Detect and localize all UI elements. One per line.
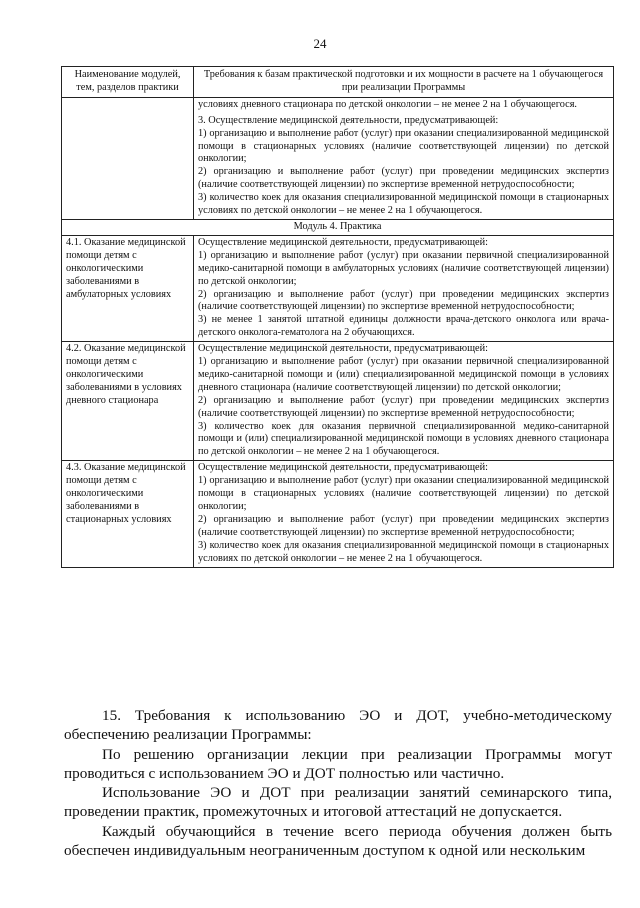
table-header-row <box>62 67 614 98</box>
table-row <box>62 97 614 219</box>
module-title-row <box>62 219 614 235</box>
requirement-paragraph: 1) организацию и выполнение работ (услуг) при оказании первичной специализированной медико-санитарной помощи в амбулаторных условиях (наличие соответствующей лицензии) по детской онкологии; <box>198 249 609 287</box>
table-row <box>62 461 614 567</box>
requirement-paragraph: 2) организацию и выполнение работ (услуг) при проведении медицинских экспертиз (наличие соответствующей лицензии) по экспертизе временной нетрудоспособности; <box>198 394 609 419</box>
header-modules: Наименование модулей, тем, разделов практики <box>62 67 194 98</box>
row-requirements <box>194 97 614 219</box>
requirement-paragraph: 3) количество коек для оказания первичной специализированной медико-санитарной помощи и (или) специализированной медицинской помощи в условиях дневного стационара по детской онкологии – не менее 2 на 1 обучающегося. <box>198 420 609 458</box>
body-paragraph: По решению организации лекции при реализации Программы могут проводиться с использованием ЭО и ДОТ полностью или частично. <box>64 745 612 782</box>
requirement-paragraph: 2) организацию и выполнение работ (услуг) при проведении медицинских экспертиз (наличие соответствующей лицензии) по экспертизе временной нетрудоспособности; <box>198 513 609 538</box>
requirement-paragraph: 2) организацию и выполнение работ (услуг) при проведении медицинских экспертиз (наличие соответствующей лицензии) по экспертизе временной нетрудоспособности; <box>198 166 609 191</box>
row-name: 4.3. Оказание медицинской помощи детям с онкологическими заболеваниями в стационарных условиях <box>62 461 194 567</box>
table-row <box>62 342 614 461</box>
module-title: Модуль 4. Практика <box>62 219 614 235</box>
requirement-paragraph: 3. Осуществление медицинской деятельности, предусматривающей: <box>198 114 499 126</box>
requirement-paragraph: 3) количество коек для оказания специализированной медицинской помощи в стационарных условиях по детской онкологии – не менее 2 на 1 обучающегося. <box>198 539 609 564</box>
row-name <box>62 97 194 219</box>
row-name: 4.2. Оказание медицинской помощи детям с онкологическими заболеваниями в условиях дневного стационара <box>62 342 194 461</box>
requirements-table <box>61 66 614 568</box>
requirement-paragraph: условиях дневного стационара по детской онкологии – не менее 2 на 1 обучающегося. <box>198 98 578 110</box>
table-row <box>62 235 614 341</box>
requirement-paragraph: 2) организацию и выполнение работ (услуг) при проведении медицинских экспертиз (наличие соответствующей лицензии) по экспертизе временной нетрудоспособности; <box>198 288 609 313</box>
requirement-paragraph: 3) не менее 1 занятой штатной единицы должности врача-детского онколога или врача-детского онколога-гематолога на 2 обучающихся. <box>198 314 609 339</box>
requirement-paragraph: 1) организацию и выполнение работ (услуг) при оказании специализированной медицинской помощи в стационарных условиях (наличие соответствующей лицензии) по детской онкологии; <box>198 475 609 512</box>
requirement-paragraph: Осуществление медицинской деятельности, предусматривающей: <box>198 462 488 474</box>
requirement-paragraph: 1) организацию и выполнение работ (услуг) при оказании специализированной медицинской помощи в стационарных условиях (наличие соответствующей лицензии) по детской онкологии; <box>198 127 609 165</box>
section-heading: 15. Требования к использованию ЭО и ДОТ, учебно-методическому обеспечению реализации Программы: <box>64 707 612 744</box>
requirement-paragraph: 3) количество коек для оказания специализированной медицинской помощи в стационарных условиях по детской онкологии – не менее 2 на 1 обучающегося. <box>198 192 609 217</box>
row-requirements <box>194 342 614 461</box>
body-text <box>64 706 612 860</box>
requirement-paragraph: Осуществление медицинской деятельности, предусматривающей: <box>198 343 488 355</box>
body-paragraph: Использование ЭО и ДОТ при реализации занятий семинарского типа, проведении практик, промежуточных и итоговой аттестаций не допускается. <box>64 784 612 821</box>
requirement-paragraph: 1) организацию и выполнение работ (услуг) при оказании первичной специализированной медико-санитарной помощи и (или) специализированной медицинской помощи в условиях дневного стационара (наличие соответствующей лицензии) по детской онкологии; <box>198 356 609 393</box>
header-requirements: Требования к базам практической подготовки и их мощности в расчете на 1 обучающегося при реализации Программы <box>194 67 614 98</box>
row-requirements <box>194 461 614 567</box>
requirement-paragraph: Осуществление медицинской деятельности, предусматривающей: <box>198 236 488 248</box>
page-number: 24 <box>313 36 327 51</box>
body-paragraph: Каждый обучающийся в течение всего периода обучения должен быть обеспечен индивидуальным неограниченным доступом к одной или нескольким <box>64 822 612 860</box>
row-name: 4.1. Оказание медицинской помощи детям с онкологическими заболеваниями в амбулаторных условиях <box>62 235 194 341</box>
row-requirements <box>194 235 614 341</box>
